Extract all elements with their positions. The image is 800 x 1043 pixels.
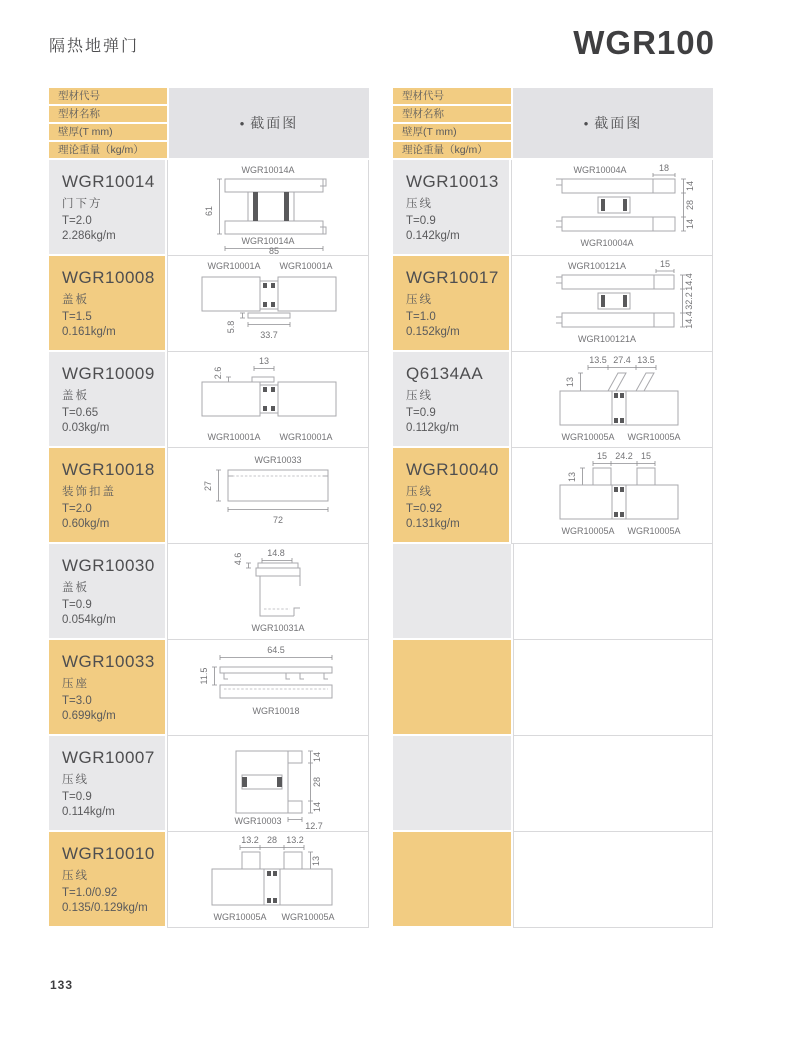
page-title: 隔热地弹门	[49, 38, 140, 55]
profile-drawing	[512, 353, 712, 447]
table-row-empty	[393, 544, 713, 640]
svg-text:12.7: 12.7	[305, 820, 323, 831]
section-diagram	[167, 832, 369, 928]
table-row	[393, 352, 713, 448]
header-theoretical-weight: 理论重量（kg/m）	[49, 142, 167, 158]
profile-drawing	[168, 545, 368, 639]
svg-text:WGR10005A: WGR10005A	[627, 525, 681, 536]
svg-text:WGR10001A: WGR10001A	[279, 260, 333, 271]
profile-name: 盖板	[62, 294, 89, 306]
table-row-empty	[393, 640, 713, 736]
svg-text:WGR10001A: WGR10001A	[207, 431, 261, 442]
profile-code: WGR10030	[62, 556, 155, 575]
svg-text:27.4: 27.4	[613, 354, 631, 365]
svg-text:13: 13	[565, 376, 575, 387]
section-diagram-empty	[513, 736, 713, 832]
section-diagram	[167, 256, 369, 352]
svg-text:14: 14	[312, 801, 322, 812]
thickness-value: T=1.0/0.92	[62, 887, 118, 899]
profile-name: 门下方	[62, 198, 103, 210]
profile-name: 压线	[62, 774, 89, 786]
thickness-value: T=0.92	[406, 503, 443, 515]
svg-text:WGR10014A: WGR10014A	[241, 235, 295, 246]
weight-value: 0.60kg/m	[62, 518, 110, 530]
page-number: 133	[50, 978, 74, 992]
table-row	[49, 352, 369, 448]
section-diagram	[511, 256, 713, 352]
thickness-value: T=0.9	[406, 407, 436, 419]
svg-text:WGR10004A: WGR10004A	[580, 237, 634, 248]
svg-text:28: 28	[312, 776, 322, 787]
svg-text:13: 13	[258, 355, 270, 366]
header-wall-thickness: 壁厚(T mm)	[393, 124, 511, 140]
header-profile-code: 型材代号	[49, 88, 167, 104]
svg-text:WGR10033: WGR10033	[254, 454, 302, 465]
section-diagram-empty	[513, 544, 713, 640]
svg-text:13.5: 13.5	[589, 354, 607, 365]
table-row	[49, 640, 369, 736]
series-code: WGR100	[573, 24, 715, 61]
section-diagram	[511, 352, 713, 448]
section-diagram-label: 截面图	[250, 115, 299, 131]
section-diagram	[167, 160, 369, 256]
weight-value: 0.03kg/m	[62, 422, 110, 434]
weight-value: 0.135/0.129kg/m	[62, 902, 148, 914]
svg-text:13.2: 13.2	[286, 834, 304, 845]
section-diagram	[167, 736, 369, 832]
table-row	[49, 160, 369, 256]
profile-code: WGR10040	[406, 460, 499, 479]
profile-drawing	[168, 641, 368, 735]
svg-text:15: 15	[596, 450, 608, 461]
section-diagram	[167, 544, 369, 640]
svg-text:WGR10005A: WGR10005A	[561, 525, 615, 536]
profile-code: WGR10017	[406, 268, 499, 287]
table-row-empty	[393, 832, 713, 928]
svg-text:5.8: 5.8	[226, 320, 236, 333]
table-row	[49, 736, 369, 832]
profile-name: 压线	[406, 294, 433, 306]
svg-text:14: 14	[685, 180, 695, 191]
svg-text:18: 18	[658, 162, 670, 173]
header-section-diagram	[513, 88, 713, 158]
profile-code: WGR10007	[62, 748, 155, 767]
profile-drawing	[168, 161, 368, 255]
section-diagram	[511, 160, 713, 256]
svg-text:14: 14	[312, 751, 322, 762]
header-profile-name: 型材名称	[49, 106, 167, 122]
thickness-value: T=1.5	[62, 311, 92, 323]
svg-text:13: 13	[567, 471, 577, 482]
profile-name: 压座	[62, 678, 89, 690]
svg-text:32.2: 32.2	[684, 291, 694, 310]
thickness-value: T=0.9	[62, 791, 92, 803]
table-header	[393, 88, 713, 160]
section-diagram	[511, 448, 713, 544]
svg-text:14: 14	[685, 218, 695, 229]
svg-text:85: 85	[268, 245, 280, 255]
svg-text:24.2: 24.2	[615, 450, 633, 461]
weight-value: 0.161kg/m	[62, 326, 116, 338]
profile-table-left	[49, 88, 369, 928]
section-diagram	[167, 352, 369, 448]
thickness-value: T=0.65	[62, 407, 99, 419]
profile-drawing	[512, 449, 712, 543]
table-row	[49, 448, 369, 544]
profile-code: WGR10033	[62, 652, 155, 671]
table-row	[49, 832, 369, 928]
svg-text:WGR10014A: WGR10014A	[241, 164, 295, 175]
svg-text:72: 72	[272, 514, 284, 525]
profile-code: WGR10014	[62, 172, 155, 191]
profile-name: 压线	[406, 198, 433, 210]
profile-table-right	[393, 88, 713, 928]
thickness-value: T=1.0	[406, 311, 436, 323]
header-section-diagram	[169, 88, 369, 158]
svg-text:WGR10001A: WGR10001A	[279, 431, 333, 442]
svg-text:WGR100121A: WGR100121A	[567, 260, 627, 271]
profile-drawing	[512, 257, 712, 351]
header-profile-name: 型材名称	[393, 106, 511, 122]
page-header	[49, 24, 715, 62]
weight-value: 0.152kg/m	[406, 326, 460, 338]
profile-drawing	[168, 257, 368, 351]
svg-text:4.6: 4.6	[233, 552, 243, 565]
weight-value: 2.286kg/m	[62, 230, 116, 242]
section-diagram-empty	[513, 640, 713, 736]
profile-code: Q6134AA	[406, 364, 484, 383]
svg-text:WGR10003: WGR10003	[234, 815, 282, 826]
profile-name: 盖板	[62, 582, 89, 594]
svg-text:15: 15	[659, 258, 671, 269]
svg-text:28: 28	[685, 199, 695, 210]
profile-drawing	[168, 737, 368, 831]
thickness-value: T=0.9	[406, 215, 436, 227]
svg-text:27: 27	[203, 480, 213, 491]
table-row	[393, 448, 713, 544]
section-diagram-label: 截面图	[594, 115, 643, 131]
bullet-icon: •	[583, 115, 589, 131]
profile-code: WGR10013	[406, 172, 499, 191]
weight-value: 0.112kg/m	[406, 422, 459, 434]
table-row	[49, 544, 369, 640]
weight-value: 0.114kg/m	[62, 806, 115, 818]
svg-text:WGR10031A: WGR10031A	[251, 622, 305, 633]
weight-value: 0.131kg/m	[406, 518, 460, 530]
profile-code: WGR10010	[62, 844, 155, 863]
profile-name: 盖板	[62, 390, 89, 402]
profile-drawing	[168, 833, 368, 927]
profile-drawing	[512, 161, 712, 255]
table-header	[49, 88, 369, 160]
svg-text:WGR10001A: WGR10001A	[207, 260, 261, 271]
svg-text:33.7: 33.7	[260, 329, 278, 340]
bullet-icon: •	[239, 115, 245, 131]
profile-code: WGR10018	[62, 460, 155, 479]
table-row-empty	[393, 736, 713, 832]
thickness-value: T=0.9	[62, 599, 92, 611]
table-row	[49, 256, 369, 352]
svg-text:13.2: 13.2	[241, 834, 259, 845]
svg-text:WGR10018: WGR10018	[252, 705, 300, 716]
profile-name: 压线	[406, 390, 433, 402]
header-theoretical-weight: 理论重量（kg/m）	[393, 142, 511, 158]
thickness-value: T=2.0	[62, 503, 92, 515]
svg-text:WGR10005A: WGR10005A	[561, 431, 615, 442]
profile-name: 装饰扣盖	[62, 486, 116, 498]
weight-value: 0.699kg/m	[62, 710, 116, 722]
svg-text:WGR10005A: WGR10005A	[627, 431, 681, 442]
svg-text:15: 15	[640, 450, 652, 461]
profile-name: 压线	[62, 870, 89, 882]
svg-text:61: 61	[204, 205, 214, 216]
profile-name: 压线	[406, 486, 433, 498]
table-row	[393, 256, 713, 352]
table-row	[393, 160, 713, 256]
svg-text:11.5: 11.5	[199, 667, 209, 684]
section-diagram-empty	[513, 832, 713, 928]
header-wall-thickness: 壁厚(T mm)	[49, 124, 167, 140]
header-profile-code: 型材代号	[393, 88, 511, 104]
profile-drawing	[168, 449, 368, 543]
thickness-value: T=3.0	[62, 695, 92, 707]
catalog-tables	[49, 88, 713, 928]
svg-text:13.5: 13.5	[637, 354, 655, 365]
profile-drawing	[168, 353, 368, 447]
section-diagram	[167, 640, 369, 736]
svg-text:WGR10005A: WGR10005A	[213, 911, 267, 922]
svg-text:14.8: 14.8	[267, 547, 285, 558]
svg-text:13: 13	[311, 855, 321, 866]
svg-text:2.6: 2.6	[213, 366, 223, 379]
profile-code: WGR10009	[62, 364, 155, 383]
weight-value: 0.054kg/m	[62, 614, 116, 626]
svg-text:WGR10005A: WGR10005A	[281, 911, 335, 922]
svg-text:WGR10004A: WGR10004A	[573, 164, 627, 175]
thickness-value: T=2.0	[62, 215, 92, 227]
svg-text:64.5: 64.5	[267, 644, 285, 655]
svg-text:WGR100121A: WGR100121A	[577, 333, 637, 344]
svg-text:14.4: 14.4	[684, 272, 694, 291]
profile-code: WGR10008	[62, 268, 155, 287]
weight-value: 0.142kg/m	[406, 230, 460, 242]
section-diagram	[167, 448, 369, 544]
svg-text:28: 28	[266, 834, 278, 845]
svg-text:14.4: 14.4	[684, 310, 694, 329]
